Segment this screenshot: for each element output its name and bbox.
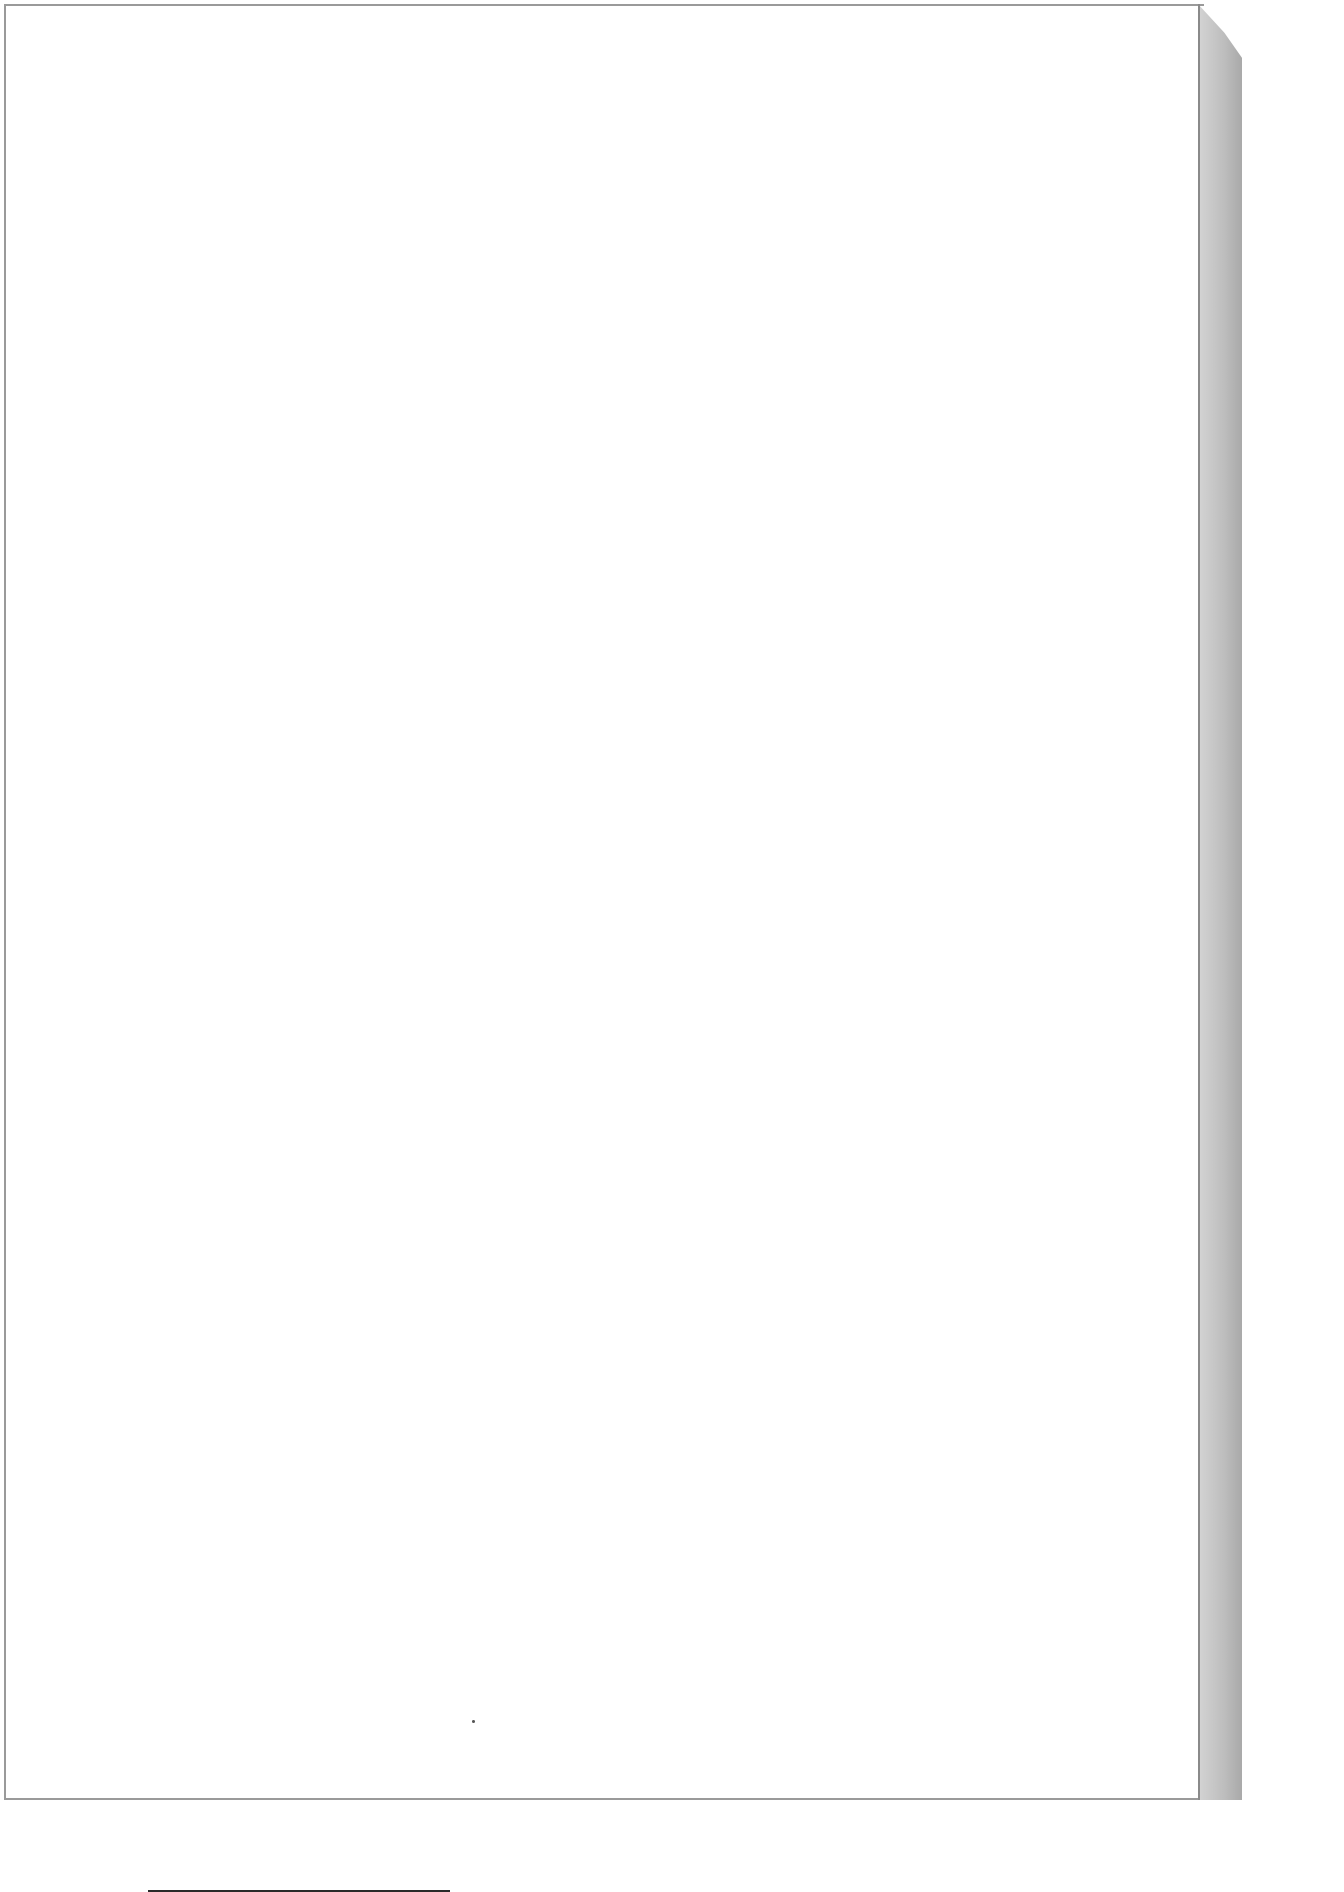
page-edge-line [1198,4,1200,1800]
speck [472,1720,475,1723]
book-page [4,4,1204,1800]
page-stack-edge [1198,4,1242,1800]
